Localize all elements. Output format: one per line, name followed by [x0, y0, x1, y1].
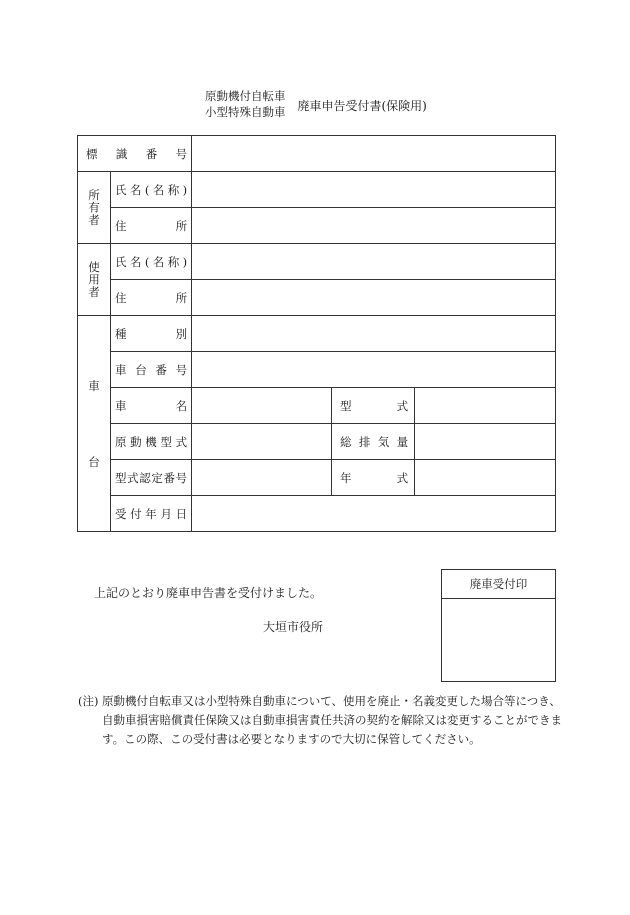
issuing-office: 大垣市役所	[263, 620, 324, 634]
vehicle-types	[205, 88, 286, 120]
owner-address-field[interactable]	[192, 208, 556, 244]
year-model-field[interactable]	[415, 460, 556, 496]
type-cert-number-label: 型式認定番号	[111, 460, 192, 496]
year-model-label: 年式	[331, 460, 414, 496]
vehicle-group-label-char-2: 台	[88, 454, 100, 469]
receipt-stamp-box	[441, 569, 556, 682]
engine-model-field[interactable]	[192, 424, 332, 460]
owner-name-label: 氏名(名称)	[111, 172, 192, 208]
chassis-number-row	[78, 352, 556, 388]
acknowledgement-text: 上記のとおり廃車申告書を受付けました。	[94, 586, 323, 600]
chassis-number-field[interactable]	[192, 352, 556, 388]
owner-name-row	[78, 172, 556, 208]
owner-name-field[interactable]	[192, 172, 556, 208]
user-name-label: 氏名(名称)	[111, 244, 192, 280]
owner-address-row	[78, 208, 556, 244]
user-name-row	[78, 244, 556, 280]
owner-group-label: 所有者	[78, 172, 111, 244]
user-address-row	[78, 280, 556, 316]
owner-address-label: 住所	[111, 208, 192, 244]
vehicle-group-label-char-1: 車	[88, 378, 100, 393]
model-label: 型式	[331, 388, 414, 424]
chassis-number-label: 車台番号	[111, 352, 192, 388]
footnote	[78, 692, 568, 749]
plate-number-row	[78, 136, 556, 172]
category-label: 種別	[111, 316, 192, 352]
plate-number-field[interactable]	[192, 136, 556, 172]
user-address-label: 住所	[111, 280, 192, 316]
registration-form-table	[77, 135, 556, 532]
category-row	[78, 316, 556, 352]
plate-number-label: 標識番号	[78, 136, 192, 172]
displacement-field[interactable]	[415, 424, 556, 460]
received-date-label: 受付年月日	[111, 496, 192, 532]
user-group-label: 使用者	[78, 244, 111, 316]
engine-row	[78, 424, 556, 460]
document-title: 廃車申告受付書(保険用)	[297, 98, 427, 113]
type-cert-row	[78, 460, 556, 496]
footnote-prefix: (注)	[78, 694, 99, 708]
user-address-field[interactable]	[192, 280, 556, 316]
user-name-field[interactable]	[192, 244, 556, 280]
displacement-label: 総排気量	[331, 424, 414, 460]
footnote-text: 原動機付自転車又は小型特殊自動車について、使用を廃止・名義変更した場合等につき、自動車損害賠償責任保険又は自動車損害責任共済の契約を解除又は変更することができます。この際、この受付書は必要となりますので大切に保管してください。	[102, 694, 562, 746]
car-name-field[interactable]	[192, 388, 332, 424]
model-field[interactable]	[415, 388, 556, 424]
engine-model-label: 原動機型式	[111, 424, 192, 460]
vehicle-type-moped: 原動機付自転車	[205, 89, 286, 103]
received-date-field[interactable]	[192, 496, 556, 532]
vehicle-type-small-special: 小型特殊自動車	[205, 105, 286, 119]
document-header	[205, 88, 427, 120]
vehicle-group-label	[78, 316, 111, 532]
type-cert-number-field[interactable]	[192, 460, 332, 496]
car-name-label: 車名	[111, 388, 192, 424]
category-field[interactable]	[192, 316, 556, 352]
car-name-row	[78, 388, 556, 424]
received-date-row	[78, 496, 556, 532]
receipt-stamp-title: 廃車受付印	[442, 570, 555, 599]
